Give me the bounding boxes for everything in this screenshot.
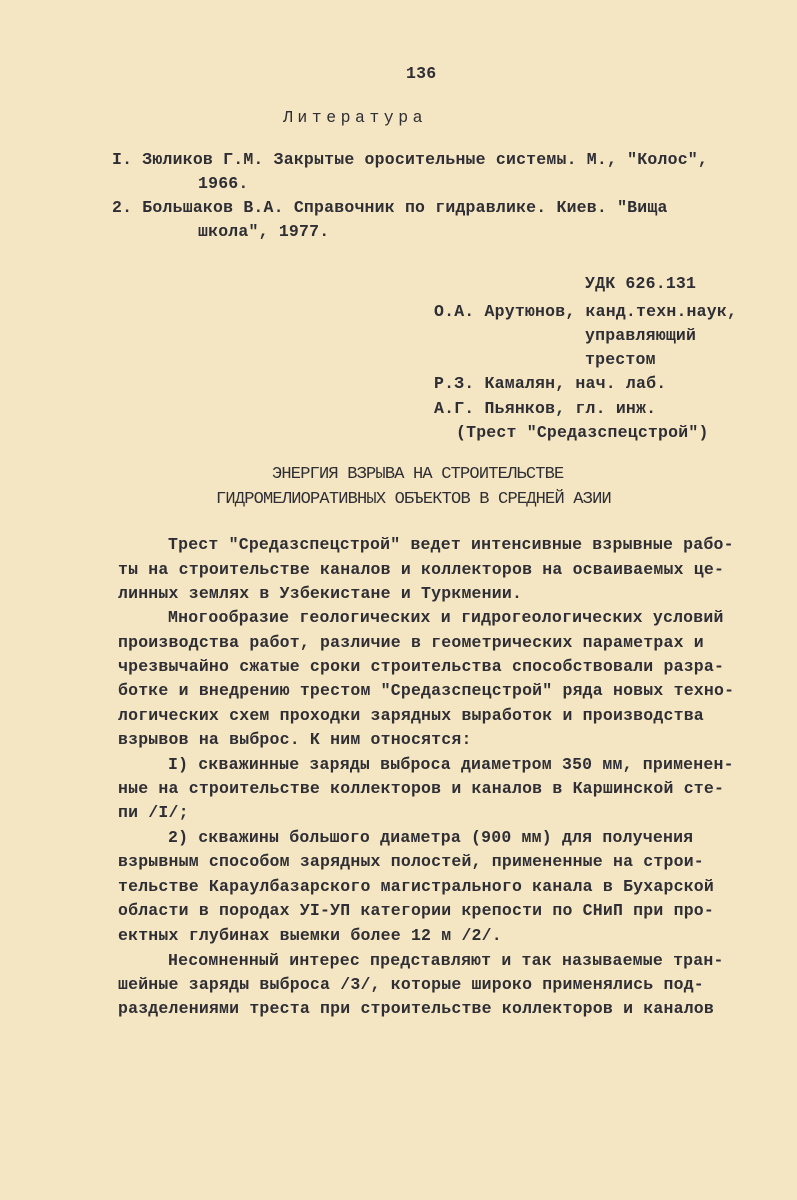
literature-heading: Литература — [283, 108, 428, 127]
body-line: ботке и внедрению трестом "Средазспецстрой" ряда новых техно- — [118, 681, 735, 700]
reference-1-line-2: 1966. — [198, 174, 249, 193]
body-line: логических схем проходки зарядных выработок и производства — [118, 706, 704, 725]
author-1-line-2: управляющий — [585, 326, 697, 345]
author-1-line-1: О.А. Арутюнов, канд.техн.наук, — [434, 302, 738, 321]
author-3: А.Г. Пьянков, гл. инж. — [434, 399, 657, 418]
body-line: Трест "Средазспецстрой" ведет интенсивные взрывные рабо- — [168, 535, 734, 554]
body-line: пи /I/; — [118, 803, 189, 822]
body-line: тельстве Караулбазарского магистрального канала в Бухарской — [118, 877, 714, 896]
author-1-line-3: трестом — [585, 350, 656, 369]
article-title-line-1: ЭНЕРГИЯ ВЗРЫВА НА СТРОИТЕЛЬСТВЕ — [272, 465, 564, 484]
body-line: области в породах УI-УП категории крепости по СНиП при про- — [118, 901, 714, 920]
body-line: Несомненный интерес представляют и так называемые тран- — [168, 951, 724, 970]
body-line: ектных глубинах выемки более 12 м /2/. — [118, 926, 502, 945]
author-2: Р.З. Камалян, нач. лаб. — [434, 374, 667, 393]
body-line: взрывов на выброс. К ним относятся: — [118, 730, 472, 749]
udk-code: УДК 626.131 — [585, 274, 697, 293]
reference-1-line-1: I. Зюликов Г.М. Закрытые оросительные системы. М., "Колос", — [112, 150, 708, 169]
body-line: линных землях в Узбекистане и Туркмении. — [118, 584, 523, 603]
organization: (Трест "Средазспецстрой") — [456, 423, 709, 442]
body-line: ты на строительстве каналов и коллекторов на осваиваемых це- — [118, 560, 725, 579]
body-line: ные на строительстве коллекторов и каналов в Каршинской сте- — [118, 779, 725, 798]
body-line: взрывным способом зарядных полостей, примененные на строи- — [118, 852, 704, 871]
reference-2-line-2: школа", 1977. — [198, 222, 330, 241]
body-line: 2) скважины большого диаметра (900 мм) для получения — [168, 828, 694, 847]
body-line: разделениями треста при строительстве коллекторов и каналов — [118, 999, 714, 1018]
body-line: производства работ, различие в геометрических параметрах и — [118, 633, 704, 652]
reference-2-line-1: 2. Большаков В.А. Справочник по гидравлике. Киев. "Вища — [112, 198, 668, 217]
body-line: шейные заряды выброса /3/, которые широко применялись под- — [118, 975, 704, 994]
page-number: 136 — [406, 64, 437, 83]
body-line: чрезвычайно сжатые сроки строительства способствовали разра- — [118, 657, 725, 676]
article-title-line-2: ГИДРОМЕЛИОРАТИВНЫХ ОБЪЕКТОВ В СРЕДНЕЙ АЗИИ — [216, 490, 611, 509]
body-line: I) скважинные заряды выброса диаметром 350 мм, применен- — [168, 755, 734, 774]
body-line: Многообразие геологических и гидрогеологических условий — [168, 608, 724, 627]
